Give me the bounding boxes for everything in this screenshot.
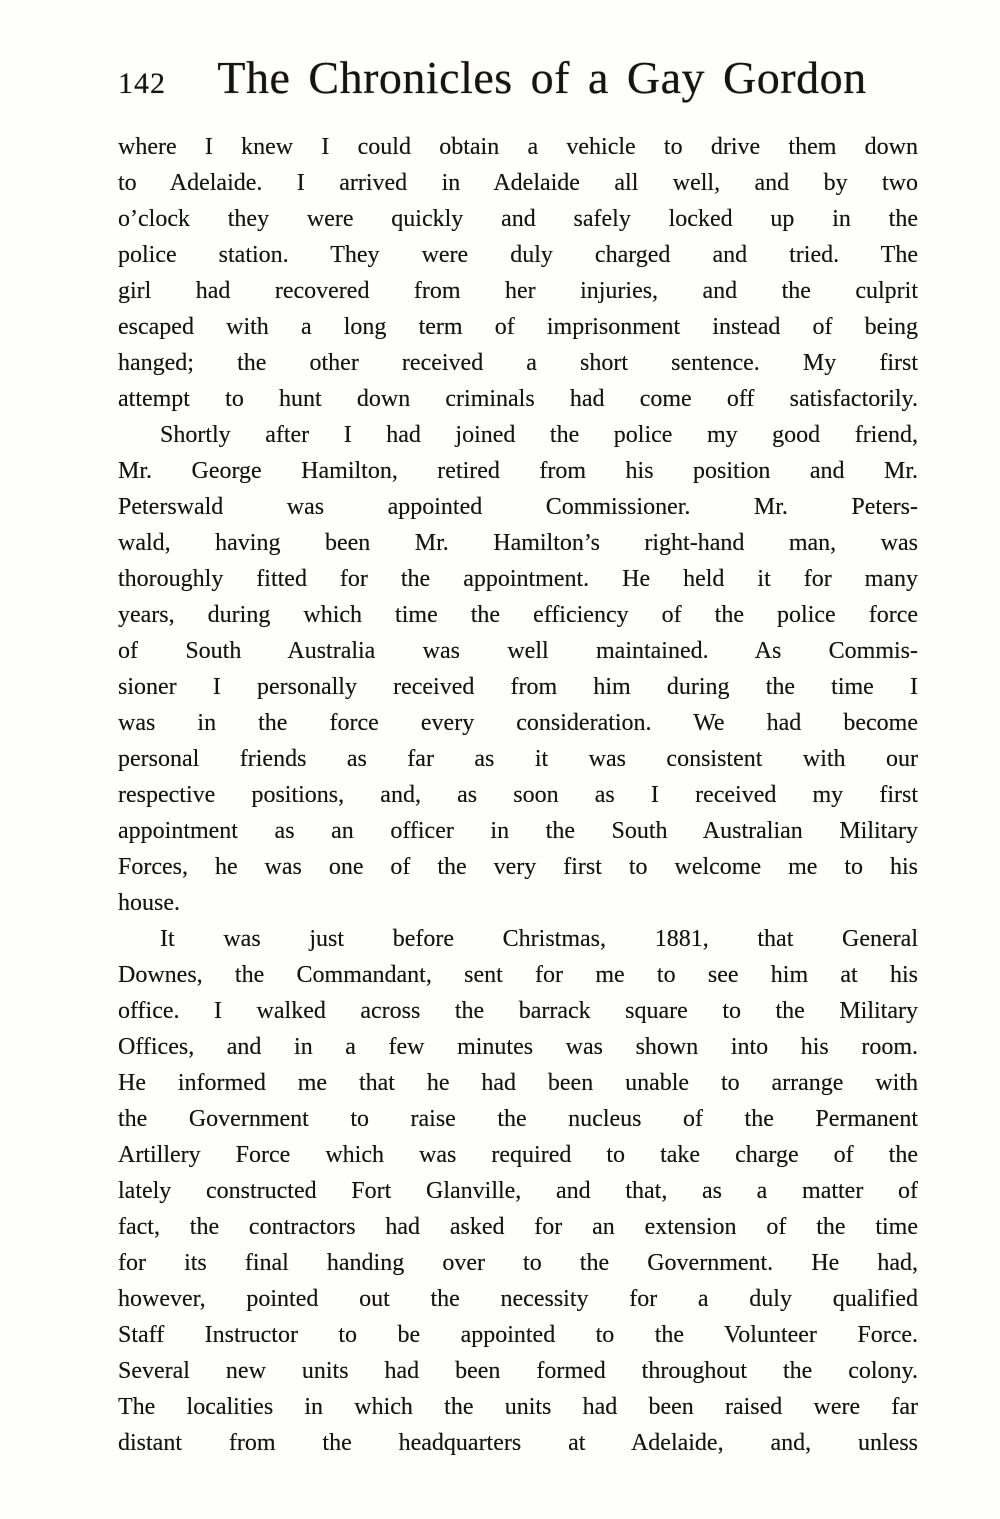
text-line: hanged; the other received a short sentence. My first [118,350,918,376]
text-line: Mr. George Hamilton, retired from his position and Mr. [118,458,918,484]
text-line: thoroughly fitted for the appointment. He held it for many [118,566,918,592]
text-line: police station. They were duly charged and tried. The [118,242,918,268]
page-header [0,0,1000,101]
text-line: Shortly after I had joined the police my good friend, [160,422,918,448]
text-line: personal friends as far as it was consistent with our [118,746,918,772]
text-line: office. I walked across the barrack square to the Military [118,998,918,1024]
text-line: the Government to raise the nucleus of the Permanent [118,1106,918,1132]
text-line: The localities in which the units had been raised were far [118,1394,918,1420]
text-line: Artillery Force which was required to take charge of the [118,1142,918,1168]
text-line: was in the force every consideration. We had become [118,710,918,736]
text-line: distant from the headquarters at Adelaide, and, unless [118,1430,918,1456]
text-line: Peterswald was appointed Commissioner. Mr. Peters- [118,494,918,520]
text-line: Several new units had been formed throughout the colony. [118,1358,918,1384]
text-line: Forces, he was one of the very first to welcome me to his [118,854,918,880]
text-line: Staff Instructor to be appointed to the Volunteer Force. [118,1322,918,1348]
text-line: lately constructed Fort Glanville, and that, as a matter of [118,1178,918,1204]
text-line: Offices, and in a few minutes was shown into his room. [118,1034,918,1060]
paragraph [118,129,918,417]
page-title: The Chronicles of a Gay Gordon [217,52,867,103]
text-line: girl had recovered from her injuries, and the culprit [118,278,918,304]
text-line: to Adelaide. I arrived in Adelaide all well, and by two [118,170,918,196]
paragraph [118,417,918,921]
text-line: wald, having been Mr. Hamilton’s right-hand man, was [118,530,918,556]
paragraph [118,921,918,1461]
text-line: where I knew I could obtain a vehicle to drive them down [118,134,918,160]
text-line: Downes, the Commandant, sent for me to see him at his [118,962,918,988]
text-line: He informed me that he had been unable to arrange with [118,1070,918,1096]
text-line: years, during which time the efficiency of the police force [118,602,918,628]
text-line: o’clock they were quickly and safely locked up in the [118,206,918,232]
text-line: escaped with a long term of imprisonment instead of being [118,314,918,340]
text-line: house. [118,890,180,916]
text-line: respective positions, and, as soon as I received my first [118,782,918,808]
text-line: attempt to hunt down criminals had come off satisfactorily. [118,386,918,412]
text-line: for its final handing over to the Government. He had, [118,1250,918,1276]
text-line: of South Australia was well maintained. As Commis- [118,638,918,664]
text-line: fact, the contractors had asked for an extension of the time [118,1214,918,1240]
text-line: It was just before Christmas, 1881, that General [160,926,918,952]
text-line: appointment as an officer in the South Australian Military [118,818,918,844]
page-number: 142 [118,67,166,100]
text-line: however, pointed out the necessity for a duly qualified [118,1286,918,1312]
body-text [118,129,918,1461]
text-line: sioner I personally received from him during the time I [118,674,918,700]
